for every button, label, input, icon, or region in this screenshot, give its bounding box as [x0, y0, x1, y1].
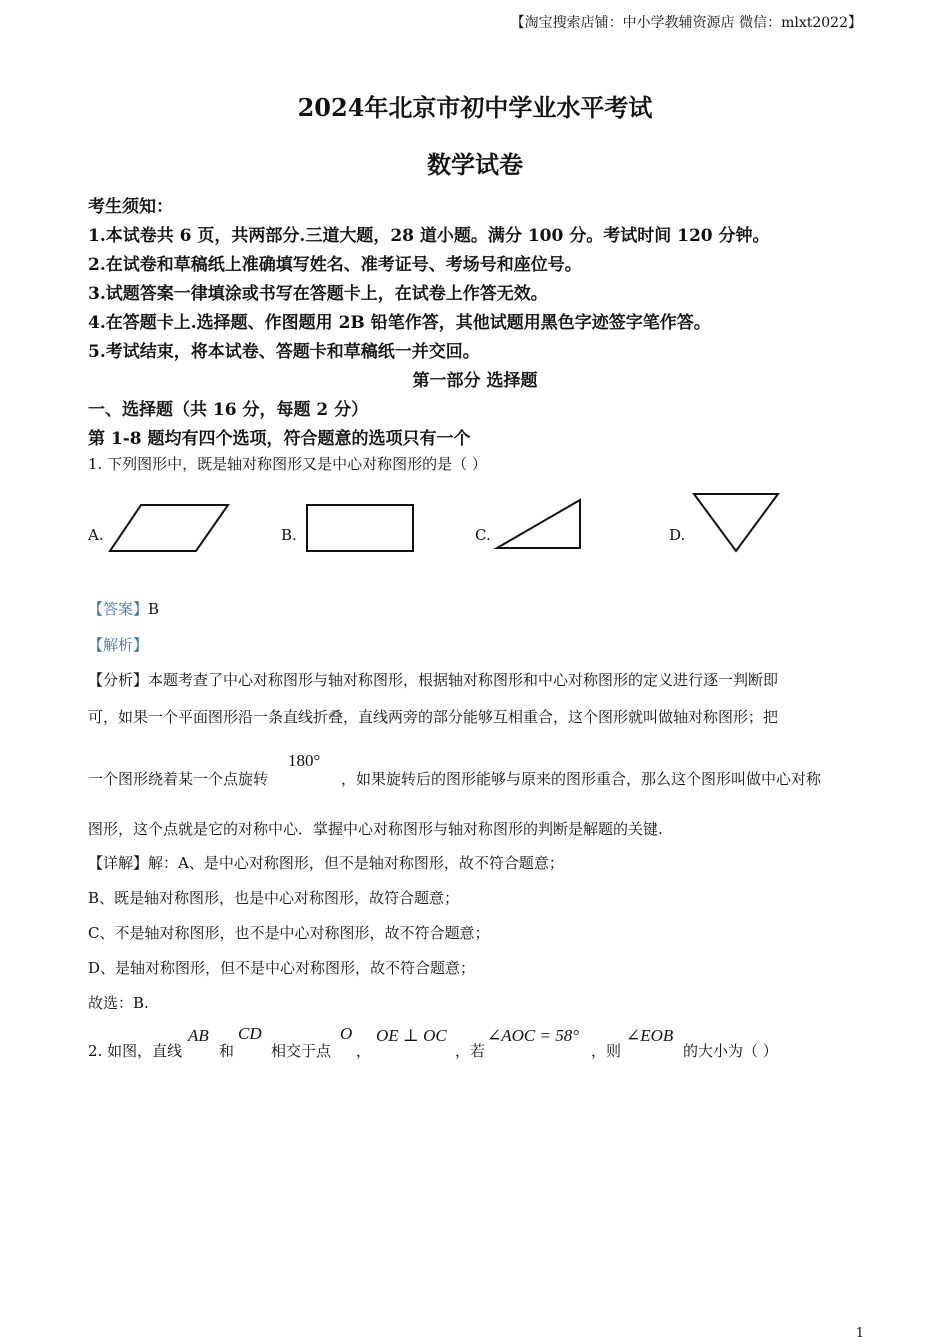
analysis-tag: 【解析】 — [88, 636, 149, 654]
option-c-label: C. — [475, 526, 491, 544]
detail-line: B、既是轴对称图形，也是中心对称图形，故符合题意； — [88, 889, 460, 907]
angle-aoc: ∠AOC = 58° — [487, 1026, 580, 1045]
parallelogram-figure — [108, 503, 230, 555]
detail-line: D、是轴对称图形，但不是中心对称图形，故不符合题意； — [88, 959, 476, 977]
answer-line — [88, 598, 159, 619]
line-cd: CD — [238, 1024, 262, 1043]
notice-item: 5.考试结束，将本试卷、答题卡和草稿纸一并交回。 — [88, 342, 480, 362]
question-2-text: ， — [356, 1042, 372, 1060]
point-o: O — [340, 1024, 353, 1043]
question-2-prefix: 2. 如图，直线 — [88, 1042, 183, 1060]
notice-item: 2.在试卷和草稿纸上准确填写姓名、准考证号、考场号和座位号。 — [88, 255, 582, 275]
conclusion-line: 故选：B. — [88, 994, 149, 1012]
analysis-line: 【分析】本题考查了中心对称图形与轴对称图形，根据轴对称图形和中心对称图形的定义进行逐一判断即 — [88, 671, 779, 689]
notice-item: 3.试题答案一律填涂或书写在答题卡上，在试卷上作答无效。 — [88, 284, 548, 304]
option-b-label: B. — [281, 526, 297, 544]
answer-tag: 【答案】 — [88, 600, 149, 618]
angle-180: 180° — [288, 751, 321, 770]
notice-item: 1.本试卷共 6 页，共两部分.三道大题，28 道小题。满分 100 分。考试时间 120 分钟。 — [88, 226, 770, 246]
rectangle-figure — [305, 503, 417, 555]
inverted-triangle-figure — [692, 491, 782, 555]
page-title: 2024年北京市初中学业水平考试 — [297, 93, 653, 122]
option-d-label: D. — [669, 526, 686, 544]
detail-line: 【详解】解：A、是中心对称图形，但不是轴对称图形，故不符合题意； — [88, 854, 564, 872]
question-2-text: ，则 — [591, 1042, 622, 1060]
notice-item: 4.在答题卡上.选择题、作图题用 2B 铅笔作答，其他试题用黑色字迹签字笔作答。 — [88, 313, 711, 333]
header-note: 【淘宝搜索店铺：中小学教辅资源店 微信：mlxt2022】 — [510, 15, 862, 31]
page-subtitle: 数学试卷 — [427, 150, 523, 179]
question-2-text: 的大小为（ ） — [683, 1042, 778, 1060]
section-note: 第 1-8 题均有四个选项，符合题意的选项只有一个 — [88, 429, 471, 449]
analysis-line: 可，如果一个平面图形沿一条直线折叠，直线两旁的部分能够互相重合，这个图形就叫做轴对称图形；把 — [88, 708, 779, 726]
perpendicular-condition: OE ⊥ OC — [376, 1026, 447, 1045]
right-triangle-figure — [494, 498, 584, 553]
angle-eob: ∠EOB — [626, 1026, 674, 1045]
question-2-text: ，若 — [455, 1042, 486, 1060]
detail-line: C、不是轴对称图形，也不是中心对称图形，故不符合题意； — [88, 924, 490, 942]
answer-value: B — [148, 600, 160, 618]
analysis-line: ，如果旋转后的图形能够与原来的图形重合，那么这个图形叫做中心对称 — [341, 770, 822, 788]
question-1-stem: 1. 下列图形中，既是轴对称图形又是中心对称图形的是（ ） — [88, 455, 487, 473]
question-2-text: 相交于点 — [271, 1042, 332, 1060]
analysis-line: 图形，这个点就是它的对称中心．掌握中心对称图形与轴对称图形的判断是解题的关键. — [88, 820, 663, 838]
line-ab: AB — [188, 1026, 209, 1045]
section-title: 一、选择题（共 16 分，每题 2 分） — [88, 400, 369, 420]
analysis-line: 一个图形绕着某一个点旋转 — [88, 770, 269, 788]
option-a-label: A. — [88, 526, 104, 544]
question-2-text: 和 — [219, 1042, 235, 1060]
notice-heading: 考生须知： — [88, 197, 173, 217]
part-title: 第一部分 选择题 — [412, 371, 538, 391]
page-number: 1 — [855, 1326, 864, 1341]
